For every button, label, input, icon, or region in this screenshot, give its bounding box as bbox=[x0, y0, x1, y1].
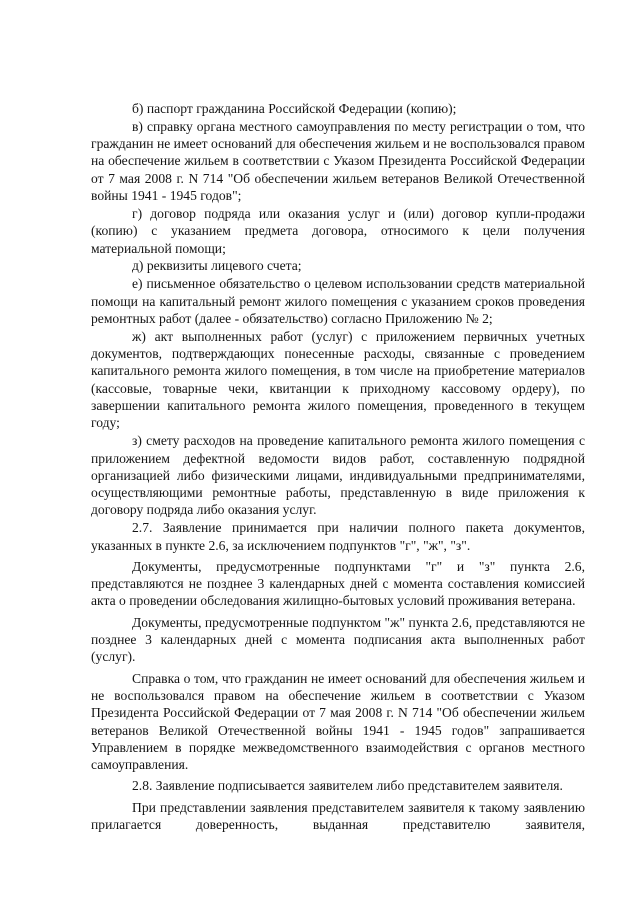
paragraph-representative: При представлении заявления представителем заявителя к такому заявлению прилагается доверенность, выданная представителю заявителя, bbox=[91, 799, 585, 833]
paragraph-docs-zh: Документы, предусмотренные подпунктом "ж" пункта 2.6, представляются не позднее 3 календарных дней с момента подписания акта выполненных работ (услуг). bbox=[91, 614, 585, 665]
paragraph-e: е) письменное обязательство о целевом использовании средств материальной помощи на капитальный ремонт жилого помещения с указанием сроков проведения ремонтных работ (далее - обязательство) согласно Приложению № 2; bbox=[91, 276, 585, 326]
paragraph-d: д) реквизиты лицевого счета; bbox=[132, 258, 302, 274]
paragraph-zh: ж) акт выполненных работ (услуг) с приложением первичных учетных документов, подтверждающих понесенные расходы, связанные с проведением капитального ремонта жилого помещения, в том числе на приобретение материалов (кассовые, товарные чеки, квитанции к приходному кассовому ордеру), по завершении капитального ремонта жилого помещения, проведенного в текущем году; bbox=[91, 328, 585, 431]
paragraph-v: в) справку органа местного самоуправления по месту регистрации о том, что гражданин не имеет оснований для обеспечения жильем и не воспользовался правом на обеспечение жильем в соответствии с Указом Президента Российской Федерации от 7 мая 2008 г. N 714 "Об обеспечении жильем ветеранов Великой Отечественной войны 1941 - 1945 годов"; bbox=[91, 118, 585, 204]
paragraph-z: з) смету расходов на проведение капитального ремонта жилого помещения с приложением дефектной ведомости видов работ, составленную подрядной организацией либо физическими лицами, индивидуальными предпринимателями, осуществляющими ремонтные работы, представленную в виде приложения к договору подряда либо оказания услуг. bbox=[91, 433, 585, 518]
paragraph-2-7: 2.7. Заявление принимается при наличии полного пакета документов, указанных в пункте 2.6, за исключением подпунктов "г", "ж", "з". bbox=[91, 520, 585, 553]
document-body bbox=[91, 100, 585, 834]
paragraph-2-8: 2.8. Заявление подписывается заявителем либо представителем заявителя. bbox=[132, 778, 563, 794]
paragraph-certificate: Справка о том, что гражданин не имеет оснований для обеспечения жильем и не воспользовался правом на обеспечение жильем в соответствии с Указом Президента Российской Федерации от 7 мая 2008 г. N 714 "Об обеспечении жильем ветеранов Великой Отечественной войны 1941 - 1945 годов" запрашивается Управлением в порядке межведомственного взаимодействия с органов местного самоуправления. bbox=[91, 670, 585, 773]
paragraph-b: б) паспорт гражданина Российской Федерации (копию); bbox=[132, 101, 457, 116]
paragraph-g: г) договор подряда или оказания услуг и (или) договор купли-продажи (копию) с указанием предмета договора, относимого к цели получения материальной помощи; bbox=[91, 205, 585, 256]
paragraph-docs-g-z: Документы, предусмотренные подпунктами "г" и "з" пункта 2.6, представляются не позднее 3 календарных дней с момента составления комиссией акта о проведении обследования жилищно-бытовых условий проживания ветерана. bbox=[91, 558, 585, 609]
